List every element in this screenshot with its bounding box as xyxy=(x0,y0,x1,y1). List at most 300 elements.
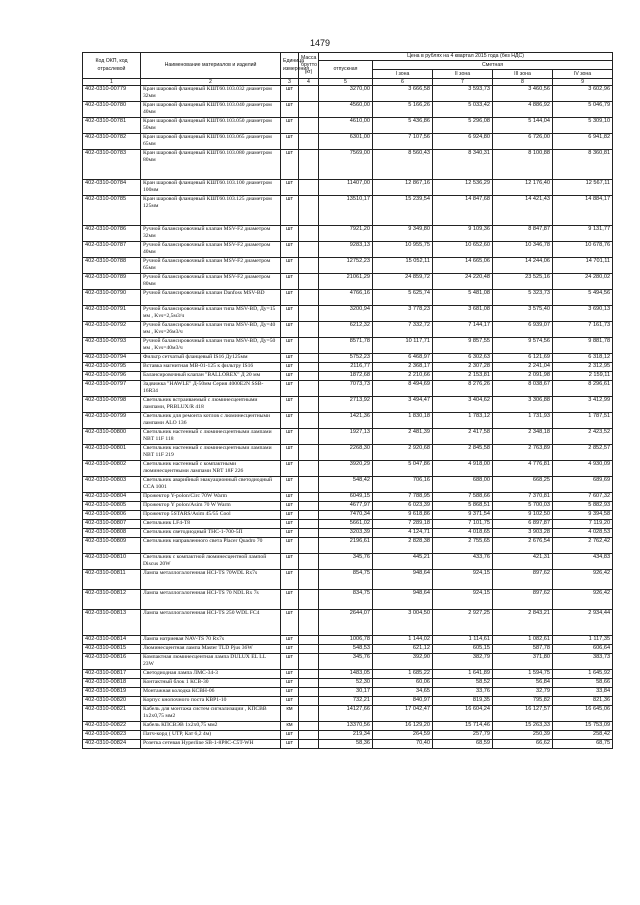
table-row xyxy=(83,322,613,338)
zone-2-price: 257,79 xyxy=(433,731,493,740)
zone-4-price: 4 028,53 xyxy=(553,529,613,538)
item-name: Кран шаровой фланцевый КШТ60.103.100 диаметром 100мм xyxy=(141,180,281,196)
item-name: Кран шаровой фланцевый КШТ60.103.050 диаметром 50мм xyxy=(141,118,281,134)
item-code: 402-0310-00819 xyxy=(83,688,141,697)
item-unit: шт xyxy=(281,290,299,306)
item-name: Корпус кнопочного поста КВР1-10 xyxy=(141,697,281,706)
table-row xyxy=(83,461,613,477)
item-name: Лампа металлогалогенная HCI-TS 70 NDL Rx 7s xyxy=(141,590,281,610)
release-price: 1927,13 xyxy=(319,429,373,445)
zone-4-price: 434,83 xyxy=(553,554,613,570)
item-unit: шт xyxy=(281,654,299,670)
item-mass xyxy=(299,477,319,493)
item-name: Светильник LF4-T8 xyxy=(141,520,281,529)
zone-1-price: 1 830,18 xyxy=(373,413,433,429)
item-code: 402-0310-00799 xyxy=(83,413,141,429)
zone-1-price: 2 828,38 xyxy=(373,538,433,554)
item-code: 402-0310-00780 xyxy=(83,102,141,118)
zone-3-price: 795,82 xyxy=(493,697,553,706)
item-mass xyxy=(299,461,319,477)
zone-1-price: 15 052,11 xyxy=(373,258,433,274)
zone-4-price: 1 117,35 xyxy=(553,636,613,645)
zone-3-price: 9 574,56 xyxy=(493,338,553,354)
zone-4-price: 68,75 xyxy=(553,740,613,749)
zone-4-price: 3 412,99 xyxy=(553,397,613,413)
zone-3-price: 2 091,98 xyxy=(493,372,553,381)
release-price: 1421,36 xyxy=(319,413,373,429)
item-unit: шт xyxy=(281,645,299,654)
column-index: 4 xyxy=(299,79,319,86)
zone-4-price: 5 309,10 xyxy=(553,118,613,134)
release-price: 7470,34 xyxy=(319,511,373,520)
column-index: 5 xyxy=(319,79,373,86)
zone-4-price: 2 312,95 xyxy=(553,363,613,372)
item-mass xyxy=(299,118,319,134)
zone-1-price: 264,59 xyxy=(373,731,433,740)
item-mass xyxy=(299,86,319,102)
item-mass xyxy=(299,322,319,338)
item-code: 402-0310-00781 xyxy=(83,118,141,134)
table-body xyxy=(83,86,613,749)
item-code: 402-0310-00815 xyxy=(83,645,141,654)
zone-2-price: 819,35 xyxy=(433,697,493,706)
item-code: 402-0310-00801 xyxy=(83,445,141,461)
item-mass xyxy=(299,590,319,610)
release-price: 13510,17 xyxy=(319,196,373,226)
zone-3-price: 15 263,33 xyxy=(493,722,553,731)
header-zone-3: III зона xyxy=(493,70,553,79)
zone-4-price: 5 046,79 xyxy=(553,102,613,118)
item-name: Патч-корд ( UTP, Кат 6,2 4м) xyxy=(141,731,281,740)
zone-2-price: 9 371,54 xyxy=(433,511,493,520)
zone-1-price: 2 368,17 xyxy=(373,363,433,372)
release-price: 1872,68 xyxy=(319,372,373,381)
table-header xyxy=(83,53,613,86)
release-price: 732,21 xyxy=(319,697,373,706)
item-mass xyxy=(299,274,319,290)
release-price: 2196,61 xyxy=(319,538,373,554)
item-name: Прожектор Y polon/Asim 70 W Warm xyxy=(141,502,281,511)
zone-2-price: 8 340,31 xyxy=(433,150,493,180)
item-mass xyxy=(299,242,319,258)
item-name: Светильник аварийный эвакуационный светодиодный CCA 1001 xyxy=(141,477,281,493)
zone-3-price: 2 241,04 xyxy=(493,363,553,372)
release-price: 548,42 xyxy=(319,477,373,493)
table-row xyxy=(83,645,613,654)
zone-4-price: 1 645,92 xyxy=(553,670,613,679)
zone-4-price: 6 941,82 xyxy=(553,134,613,150)
release-price: 9283,13 xyxy=(319,242,373,258)
header-release-price: отпускная xyxy=(319,61,373,79)
item-code: 402-0310-00785 xyxy=(83,196,141,226)
zone-4-price: 58,66 xyxy=(553,679,613,688)
item-name: Ручной балансировочный клапан типа MSV-BD, Ду=15 мм , Kvs=2,5м3/ч xyxy=(141,306,281,322)
zone-3-price: 5 700,03 xyxy=(493,502,553,511)
item-mass xyxy=(299,445,319,461)
zone-3-price: 2 348,18 xyxy=(493,429,553,445)
zone-3-price: 14 244,06 xyxy=(493,258,553,274)
zone-4-price: 2 159,11 xyxy=(553,372,613,381)
zone-2-price: 24 220,48 xyxy=(433,274,493,290)
column-index-row xyxy=(83,79,613,86)
item-code: 402-0310-00816 xyxy=(83,654,141,670)
item-mass xyxy=(299,554,319,570)
item-code: 402-0310-00811 xyxy=(83,570,141,590)
item-name: Кабель для монтажа систем сигнализации , КПСВВ 1х2х0,75 мм2 xyxy=(141,706,281,722)
item-mass xyxy=(299,529,319,538)
item-code: 402-0310-00821 xyxy=(83,706,141,722)
table-row xyxy=(83,570,613,590)
zone-4-price: 9 131,77 xyxy=(553,226,613,242)
zone-3-price: 897,62 xyxy=(493,590,553,610)
item-name: Люминесцентная лампа Master TLD Pjus 36W xyxy=(141,645,281,654)
zone-2-price: 3 593,73 xyxy=(433,86,493,102)
item-code: 402-0310-00820 xyxy=(83,697,141,706)
item-unit: шт xyxy=(281,258,299,274)
zone-3-price: 7 370,81 xyxy=(493,493,553,502)
zone-3-price: 56,84 xyxy=(493,679,553,688)
item-name: Балансировочный клапан "BALLOREX" Д 20 мм xyxy=(141,372,281,381)
item-name: Кабель КПСВЭВ 1х2х0,75 мм2 xyxy=(141,722,281,731)
table-row xyxy=(83,679,613,688)
item-code: 402-0310-00823 xyxy=(83,731,141,740)
item-code: 402-0310-00790 xyxy=(83,290,141,306)
item-unit: шт xyxy=(281,242,299,258)
zone-1-price: 9 618,86 xyxy=(373,511,433,520)
item-code: 402-0310-00798 xyxy=(83,397,141,413)
item-name: Лампа металлогалогенная HCI-TS 70WDL Rx7s xyxy=(141,570,281,590)
zone-2-price: 14 665,06 xyxy=(433,258,493,274)
zone-1-price: 16 129,20 xyxy=(373,722,433,731)
zone-1-price: 17 042,47 xyxy=(373,706,433,722)
zone-1-price: 10 955,75 xyxy=(373,242,433,258)
item-unit: шт xyxy=(281,354,299,363)
item-unit: шт xyxy=(281,670,299,679)
table-row xyxy=(83,372,613,381)
item-name: Фильтр сетчатый фланцевый IS16 Ду125мм xyxy=(141,354,281,363)
release-price: 21061,29 xyxy=(319,274,373,290)
item-name: Светильник светодиодный ТНС-1-700-5П xyxy=(141,529,281,538)
zone-1-price: 3 666,58 xyxy=(373,86,433,102)
release-price: 345,76 xyxy=(319,654,373,670)
item-unit: шт xyxy=(281,740,299,749)
table-row xyxy=(83,196,613,226)
zone-3-price: 6 897,87 xyxy=(493,520,553,529)
item-mass xyxy=(299,645,319,654)
zone-3-price: 3 903,28 xyxy=(493,529,553,538)
item-mass xyxy=(299,679,319,688)
item-unit: шт xyxy=(281,363,299,372)
zone-3-price: 10 346,78 xyxy=(493,242,553,258)
zone-3-price: 421,31 xyxy=(493,554,553,570)
zone-3-price: 1 731,93 xyxy=(493,413,553,429)
table-row xyxy=(83,180,613,196)
release-price: 8571,78 xyxy=(319,338,373,354)
item-unit: шт xyxy=(281,372,299,381)
zone-2-price: 6 924,80 xyxy=(433,134,493,150)
item-name: Светильник для ремонта котлов с люминесцентными лампами ALO 136 xyxy=(141,413,281,429)
item-code: 402-0310-00786 xyxy=(83,226,141,242)
item-unit: шт xyxy=(281,636,299,645)
item-name: Ручной балансировочный клапан MSV-F2 диаметром 80мм xyxy=(141,274,281,290)
release-price: 12752,23 xyxy=(319,258,373,274)
zone-1-price: 5 166,26 xyxy=(373,102,433,118)
zone-1-price: 445,21 xyxy=(373,554,433,570)
item-unit: шт xyxy=(281,102,299,118)
zone-4-price: 9 394,58 xyxy=(553,511,613,520)
zone-2-price: 2 417,58 xyxy=(433,429,493,445)
item-code: 402-0310-00787 xyxy=(83,242,141,258)
zone-4-price: 926,42 xyxy=(553,570,613,590)
item-mass xyxy=(299,511,319,520)
zone-2-price: 33,76 xyxy=(433,688,493,697)
item-mass xyxy=(299,654,319,670)
item-mass xyxy=(299,670,319,679)
item-name: Кран шаровой фланцевый КШТ60.103.080 диаметром 80мм xyxy=(141,150,281,180)
table-row xyxy=(83,397,613,413)
zone-1-price: 706,16 xyxy=(373,477,433,493)
zone-2-price: 2 755,65 xyxy=(433,538,493,554)
item-code: 402-0310-00794 xyxy=(83,354,141,363)
item-unit: шт xyxy=(281,731,299,740)
item-code: 402-0310-00795 xyxy=(83,363,141,372)
item-mass xyxy=(299,306,319,322)
zone-4-price: 1 787,51 xyxy=(553,413,613,429)
item-name: Компактная люминесцентная лампа DULUX EL LL 23W xyxy=(141,654,281,670)
item-unit: шт xyxy=(281,413,299,429)
release-price: 7569,00 xyxy=(319,150,373,180)
item-code: 402-0310-00824 xyxy=(83,740,141,749)
item-mass xyxy=(299,697,319,706)
zone-4-price: 689,69 xyxy=(553,477,613,493)
item-code: 402-0310-00792 xyxy=(83,322,141,338)
zone-1-price: 7 289,18 xyxy=(373,520,433,529)
table-row xyxy=(83,722,613,731)
release-price: 6212,32 xyxy=(319,322,373,338)
release-price: 2116,77 xyxy=(319,363,373,372)
item-name: Светильник настенный с люминесцентными лампами NBT 11F 118 xyxy=(141,429,281,445)
table-row xyxy=(83,86,613,102)
table-row xyxy=(83,306,613,322)
zone-4-price: 9 881,78 xyxy=(553,338,613,354)
item-unit: шт xyxy=(281,538,299,554)
item-code: 402-0310-00783 xyxy=(83,150,141,180)
item-unit: шт xyxy=(281,429,299,445)
zone-3-price: 5 323,73 xyxy=(493,290,553,306)
zone-1-price: 4 124,71 xyxy=(373,529,433,538)
header-code: Код ОКП, код отраслевой xyxy=(83,53,141,79)
item-name: Кран шаровой фланцевый КШТ60.103.125 диаметром 125мм xyxy=(141,196,281,226)
item-code: 402-0310-00791 xyxy=(83,306,141,322)
zone-1-price: 948,64 xyxy=(373,570,433,590)
item-unit: шт xyxy=(281,150,299,180)
zone-2-price: 9 109,36 xyxy=(433,226,493,242)
item-mass xyxy=(299,196,319,226)
item-mass xyxy=(299,520,319,529)
zone-4-price: 7 161,73 xyxy=(553,322,613,338)
release-price: 58,36 xyxy=(319,740,373,749)
zone-2-price: 5 868,51 xyxy=(433,502,493,511)
item-mass xyxy=(299,722,319,731)
zone-2-price: 1 783,12 xyxy=(433,413,493,429)
item-mass xyxy=(299,180,319,196)
zone-2-price: 16 604,24 xyxy=(433,706,493,722)
zone-3-price: 14 421,43 xyxy=(493,196,553,226)
zone-3-price: 668,25 xyxy=(493,477,553,493)
item-unit: шт xyxy=(281,688,299,697)
zone-2-price: 433,76 xyxy=(433,554,493,570)
item-name: Лампа натриевая NAV-TS 70 Rx7s xyxy=(141,636,281,645)
zone-2-price: 3 404,62 xyxy=(433,397,493,413)
release-price: 1483,05 xyxy=(319,670,373,679)
zone-1-price: 12 867,16 xyxy=(373,180,433,196)
zone-2-price: 7 144,17 xyxy=(433,322,493,338)
item-name: Ручной балансировочный клапан MSV-F2 диаметром 40мм xyxy=(141,242,281,258)
zone-1-price: 7 788,95 xyxy=(373,493,433,502)
zone-3-price: 6 726,00 xyxy=(493,134,553,150)
zone-2-price: 382,79 xyxy=(433,654,493,670)
zone-4-price: 24 280,02 xyxy=(553,274,613,290)
release-price: 854,75 xyxy=(319,570,373,590)
item-name: Светодиодная лампа ЛМС-34-3 xyxy=(141,670,281,679)
zone-4-price: 33,84 xyxy=(553,688,613,697)
zone-4-price: 926,42 xyxy=(553,590,613,610)
item-code: 402-0310-00817 xyxy=(83,670,141,679)
table-row xyxy=(83,654,613,670)
zone-1-price: 621,12 xyxy=(373,645,433,654)
zone-3-price: 587,78 xyxy=(493,645,553,654)
zone-4-price: 2 934,44 xyxy=(553,610,613,636)
column-index: 6 xyxy=(373,79,433,86)
item-code: 402-0310-00803 xyxy=(83,477,141,493)
item-unit: шт xyxy=(281,118,299,134)
release-price: 6049,15 xyxy=(319,493,373,502)
table-row xyxy=(83,493,613,502)
zone-2-price: 1 641,89 xyxy=(433,670,493,679)
release-price: 3270,00 xyxy=(319,86,373,102)
item-mass xyxy=(299,731,319,740)
item-unit: шт xyxy=(281,679,299,688)
table-row xyxy=(83,511,613,520)
item-code: 402-0310-00805 xyxy=(83,502,141,511)
item-code: 402-0310-00789 xyxy=(83,274,141,290)
table-row xyxy=(83,529,613,538)
zone-1-price: 3 494,47 xyxy=(373,397,433,413)
header-zone-4: IV зона xyxy=(553,70,613,79)
zone-4-price: 8 296,61 xyxy=(553,381,613,397)
item-name: Ручной балансировочный клапан MSV-F2 диаметром 32мм xyxy=(141,226,281,242)
item-code: 402-0310-00808 xyxy=(83,529,141,538)
zone-3-price: 371,80 xyxy=(493,654,553,670)
item-unit: км xyxy=(281,722,299,731)
item-mass xyxy=(299,493,319,502)
column-index: 1 xyxy=(83,79,141,86)
item-code: 402-0310-00784 xyxy=(83,180,141,196)
release-price: 548,53 xyxy=(319,645,373,654)
item-unit: шт xyxy=(281,86,299,102)
zone-1-price: 9 349,80 xyxy=(373,226,433,242)
zone-1-price: 6 023,39 xyxy=(373,502,433,511)
zone-1-price: 8 494,69 xyxy=(373,381,433,397)
zone-4-price: 258,42 xyxy=(553,731,613,740)
zone-2-price: 5 481,08 xyxy=(433,290,493,306)
item-code: 402-0310-00814 xyxy=(83,636,141,645)
zone-3-price: 897,62 xyxy=(493,570,553,590)
zone-3-price: 1 082,61 xyxy=(493,636,553,645)
column-index: 9 xyxy=(553,79,613,86)
zone-3-price: 250,39 xyxy=(493,731,553,740)
item-mass xyxy=(299,102,319,118)
release-price: 3203,39 xyxy=(319,529,373,538)
release-price: 3200,94 xyxy=(319,306,373,322)
item-unit: шт xyxy=(281,381,299,397)
release-price: 6301,00 xyxy=(319,134,373,150)
item-mass xyxy=(299,338,319,354)
zone-4-price: 5 882,93 xyxy=(553,502,613,511)
table-row xyxy=(83,413,613,429)
item-mass xyxy=(299,258,319,274)
zone-3-price: 6 121,69 xyxy=(493,354,553,363)
release-price: 14127,66 xyxy=(319,706,373,722)
zone-4-price: 2 852,57 xyxy=(553,445,613,461)
item-unit: шт xyxy=(281,445,299,461)
item-unit: шт xyxy=(281,461,299,477)
zone-1-price: 948,64 xyxy=(373,590,433,610)
item-code: 402-0310-00788 xyxy=(83,258,141,274)
zone-2-price: 2 307,28 xyxy=(433,363,493,372)
release-price: 2644,07 xyxy=(319,610,373,636)
item-code: 402-0310-00822 xyxy=(83,722,141,731)
release-price: 2713,92 xyxy=(319,397,373,413)
item-code: 402-0310-00802 xyxy=(83,461,141,477)
zone-1-price: 7 332,72 xyxy=(373,322,433,338)
column-index: 2 xyxy=(141,79,281,86)
table-row xyxy=(83,242,613,258)
item-mass xyxy=(299,134,319,150)
item-mass xyxy=(299,502,319,511)
zone-2-price: 924,15 xyxy=(433,590,493,610)
item-name: Задвижка "HAWLE" Д-50мм Серия 4000E2N SSB-16R34 xyxy=(141,381,281,397)
zone-4-price: 2 423,52 xyxy=(553,429,613,445)
zone-1-price: 1 685,22 xyxy=(373,670,433,679)
item-mass xyxy=(299,570,319,590)
zone-4-price: 8 360,81 xyxy=(553,150,613,180)
item-name: Лампа металлогалогенная HCI-TS 250 WDL FC4 xyxy=(141,610,281,636)
table-row xyxy=(83,477,613,493)
zone-1-price: 5 436,86 xyxy=(373,118,433,134)
table-row xyxy=(83,706,613,722)
item-mass xyxy=(299,636,319,645)
table-row xyxy=(83,118,613,134)
zone-1-price: 70,40 xyxy=(373,740,433,749)
zone-1-price: 8 560,43 xyxy=(373,150,433,180)
zone-1-price: 60,06 xyxy=(373,679,433,688)
item-unit: шт xyxy=(281,338,299,354)
item-code: 402-0310-00812 xyxy=(83,590,141,610)
header-estimate-price: Сметная xyxy=(373,61,613,70)
zone-3-price: 12 176,40 xyxy=(493,180,553,196)
zone-4-price: 4 930,09 xyxy=(553,461,613,477)
item-mass xyxy=(299,740,319,749)
table-row xyxy=(83,381,613,397)
item-unit: шт xyxy=(281,134,299,150)
item-unit: шт xyxy=(281,610,299,636)
zone-2-price: 5 296,08 xyxy=(433,118,493,134)
column-index: 8 xyxy=(493,79,553,86)
zone-4-price: 383,73 xyxy=(553,654,613,670)
item-code: 402-0310-00806 xyxy=(83,511,141,520)
zone-1-price: 3 004,50 xyxy=(373,610,433,636)
